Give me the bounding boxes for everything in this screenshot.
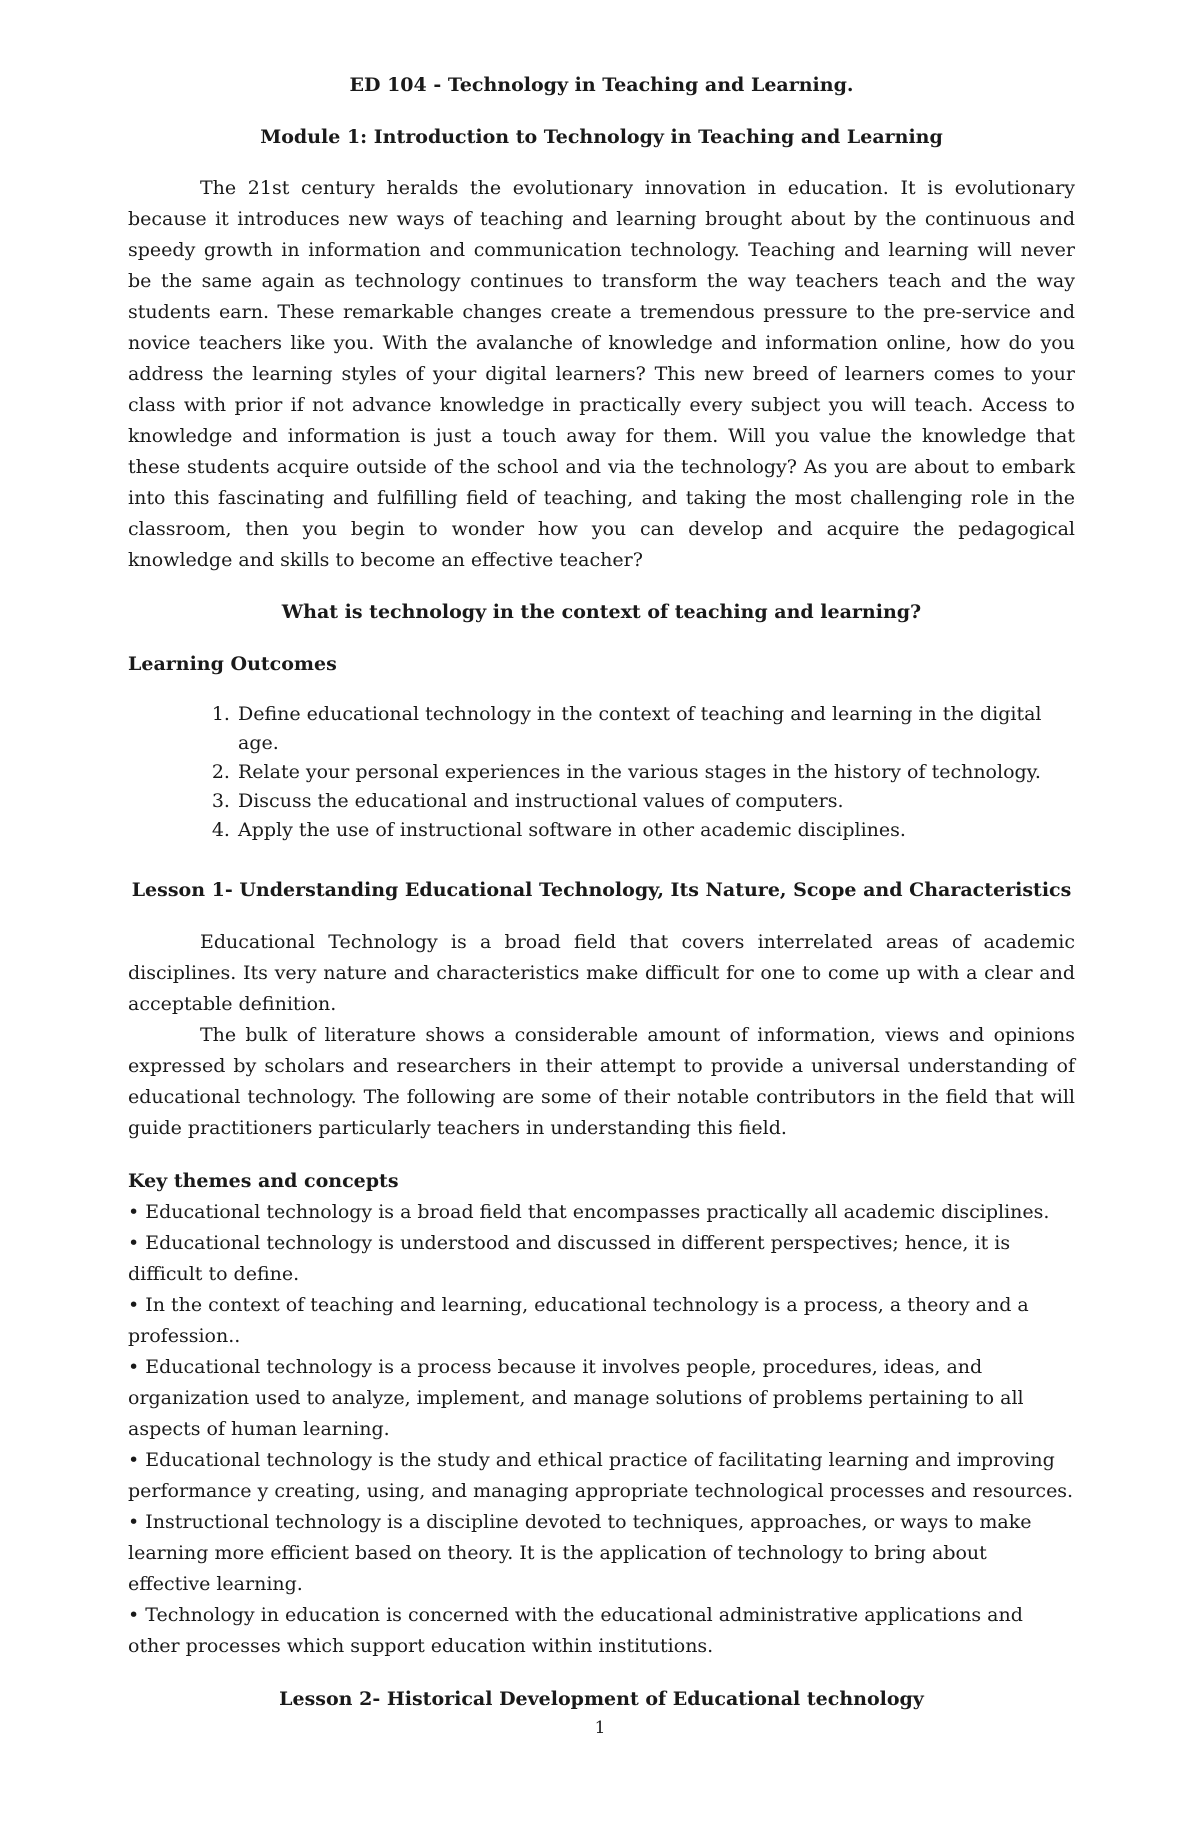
list-item: 1. Define educational technology in the context of teaching and learning in the digital age.: [236, 700, 1075, 758]
intro-paragraph: The 21st century heralds the evolutionary innovation in education. It is evolutionary because it introduces new ways of teaching and learning brought about by the continuous and speedy growth in information and communication technology. Teaching and learning will never be the same again as technology continues to transform the way teachers teach and the way students earn. These remarkable changes create a tremendous pressure to the pre-service and novice teachers like you. With the avalanche of knowledge and information online, how do you address the learning styles of your digital learners? This new breed of learners comes to your class with prior if not advance knowledge in practically every subject you will teach. Access to knowledge and information is just a touch away for them. Will you value the knowledge that these students acquire outside of the school and via the technology? As you are about to embark into this fascinating and fulfilling field of teaching, and taking the most challenging role in the classroom, then you begin to wonder how you can develop and acquire the pedagogical knowledge and skills to become an effective teacher?: [128, 177, 1075, 571]
course-title: ED 104 - Technology in Teaching and Learning.: [349, 74, 854, 96]
list-item: • Educational technology is a process because it involves people, procedures, ideas, and organization used to analyze, implement, and manage solutions of problems pertaining to all aspects of human learning.: [128, 1356, 1024, 1440]
list-item: • Educational technology is the study and ethical practice of facilitating learning and improving performance y creating, using, and managing appropriate technological processes and resources.: [128, 1449, 1074, 1502]
key-themes-heading: Key themes and concepts: [128, 1170, 399, 1192]
list-item: • Educational technology is understood and discussed in different perspectives; hence, it is difficult to define.: [128, 1232, 1011, 1285]
list-item: • In the context of teaching and learning, educational technology is a process, a theory and a profession..: [128, 1294, 1029, 1347]
list-item: 4. Apply the use of instructional software in other academic disciplines.: [236, 816, 1075, 845]
list-item: • Educational technology is a broad field that encompasses practically all academic disciplines.: [128, 1201, 1050, 1223]
list-item: 3. Discuss the educational and instructional values of computers.: [236, 787, 1075, 816]
document-page: [128, 70, 1075, 1715]
module-title: Module 1: Introduction to Technology in Teaching and Learning: [260, 126, 943, 148]
question-heading: What is technology in the context of teaching and learning?: [281, 601, 922, 623]
lesson1-heading: Lesson 1- Understanding Educational Technology, Its Nature, Scope and Characteristics: [131, 879, 1072, 901]
learning-outcomes-list: [128, 700, 1075, 845]
lesson1-paragraph: Educational Technology is a broad field that covers interrelated areas of academic disciplines. Its very nature and characteristics make difficult for one to come up with a clear and acceptable definition.: [128, 931, 1075, 1015]
learning-outcomes-heading: Learning Outcomes: [128, 653, 337, 675]
list-item: • Technology in education is concerned with the educational administrative applications and other processes which support education within institutions.: [128, 1604, 1023, 1657]
lesson2-heading: Lesson 2- Historical Development of Educational technology: [279, 1688, 924, 1710]
key-themes-list: [128, 1197, 1075, 1662]
list-item: • Instructional technology is a discipline devoted to techniques, approaches, or ways to make learning more efficient based on theory. It is the application of technology to bring about effective learning.: [128, 1511, 1032, 1595]
list-item: 2. Relate your personal experiences in the various stages in the history of technology.: [236, 758, 1075, 787]
lesson1-paragraph: The bulk of literature shows a considerable amount of information, views and opinions expressed by scholars and researchers in their attempt to provide a universal understanding of educational technology. The following are some of their notable contributors in the field that will guide practitioners particularly teachers in understanding this field.: [128, 1024, 1075, 1139]
page-number: 1: [594, 1718, 606, 1738]
